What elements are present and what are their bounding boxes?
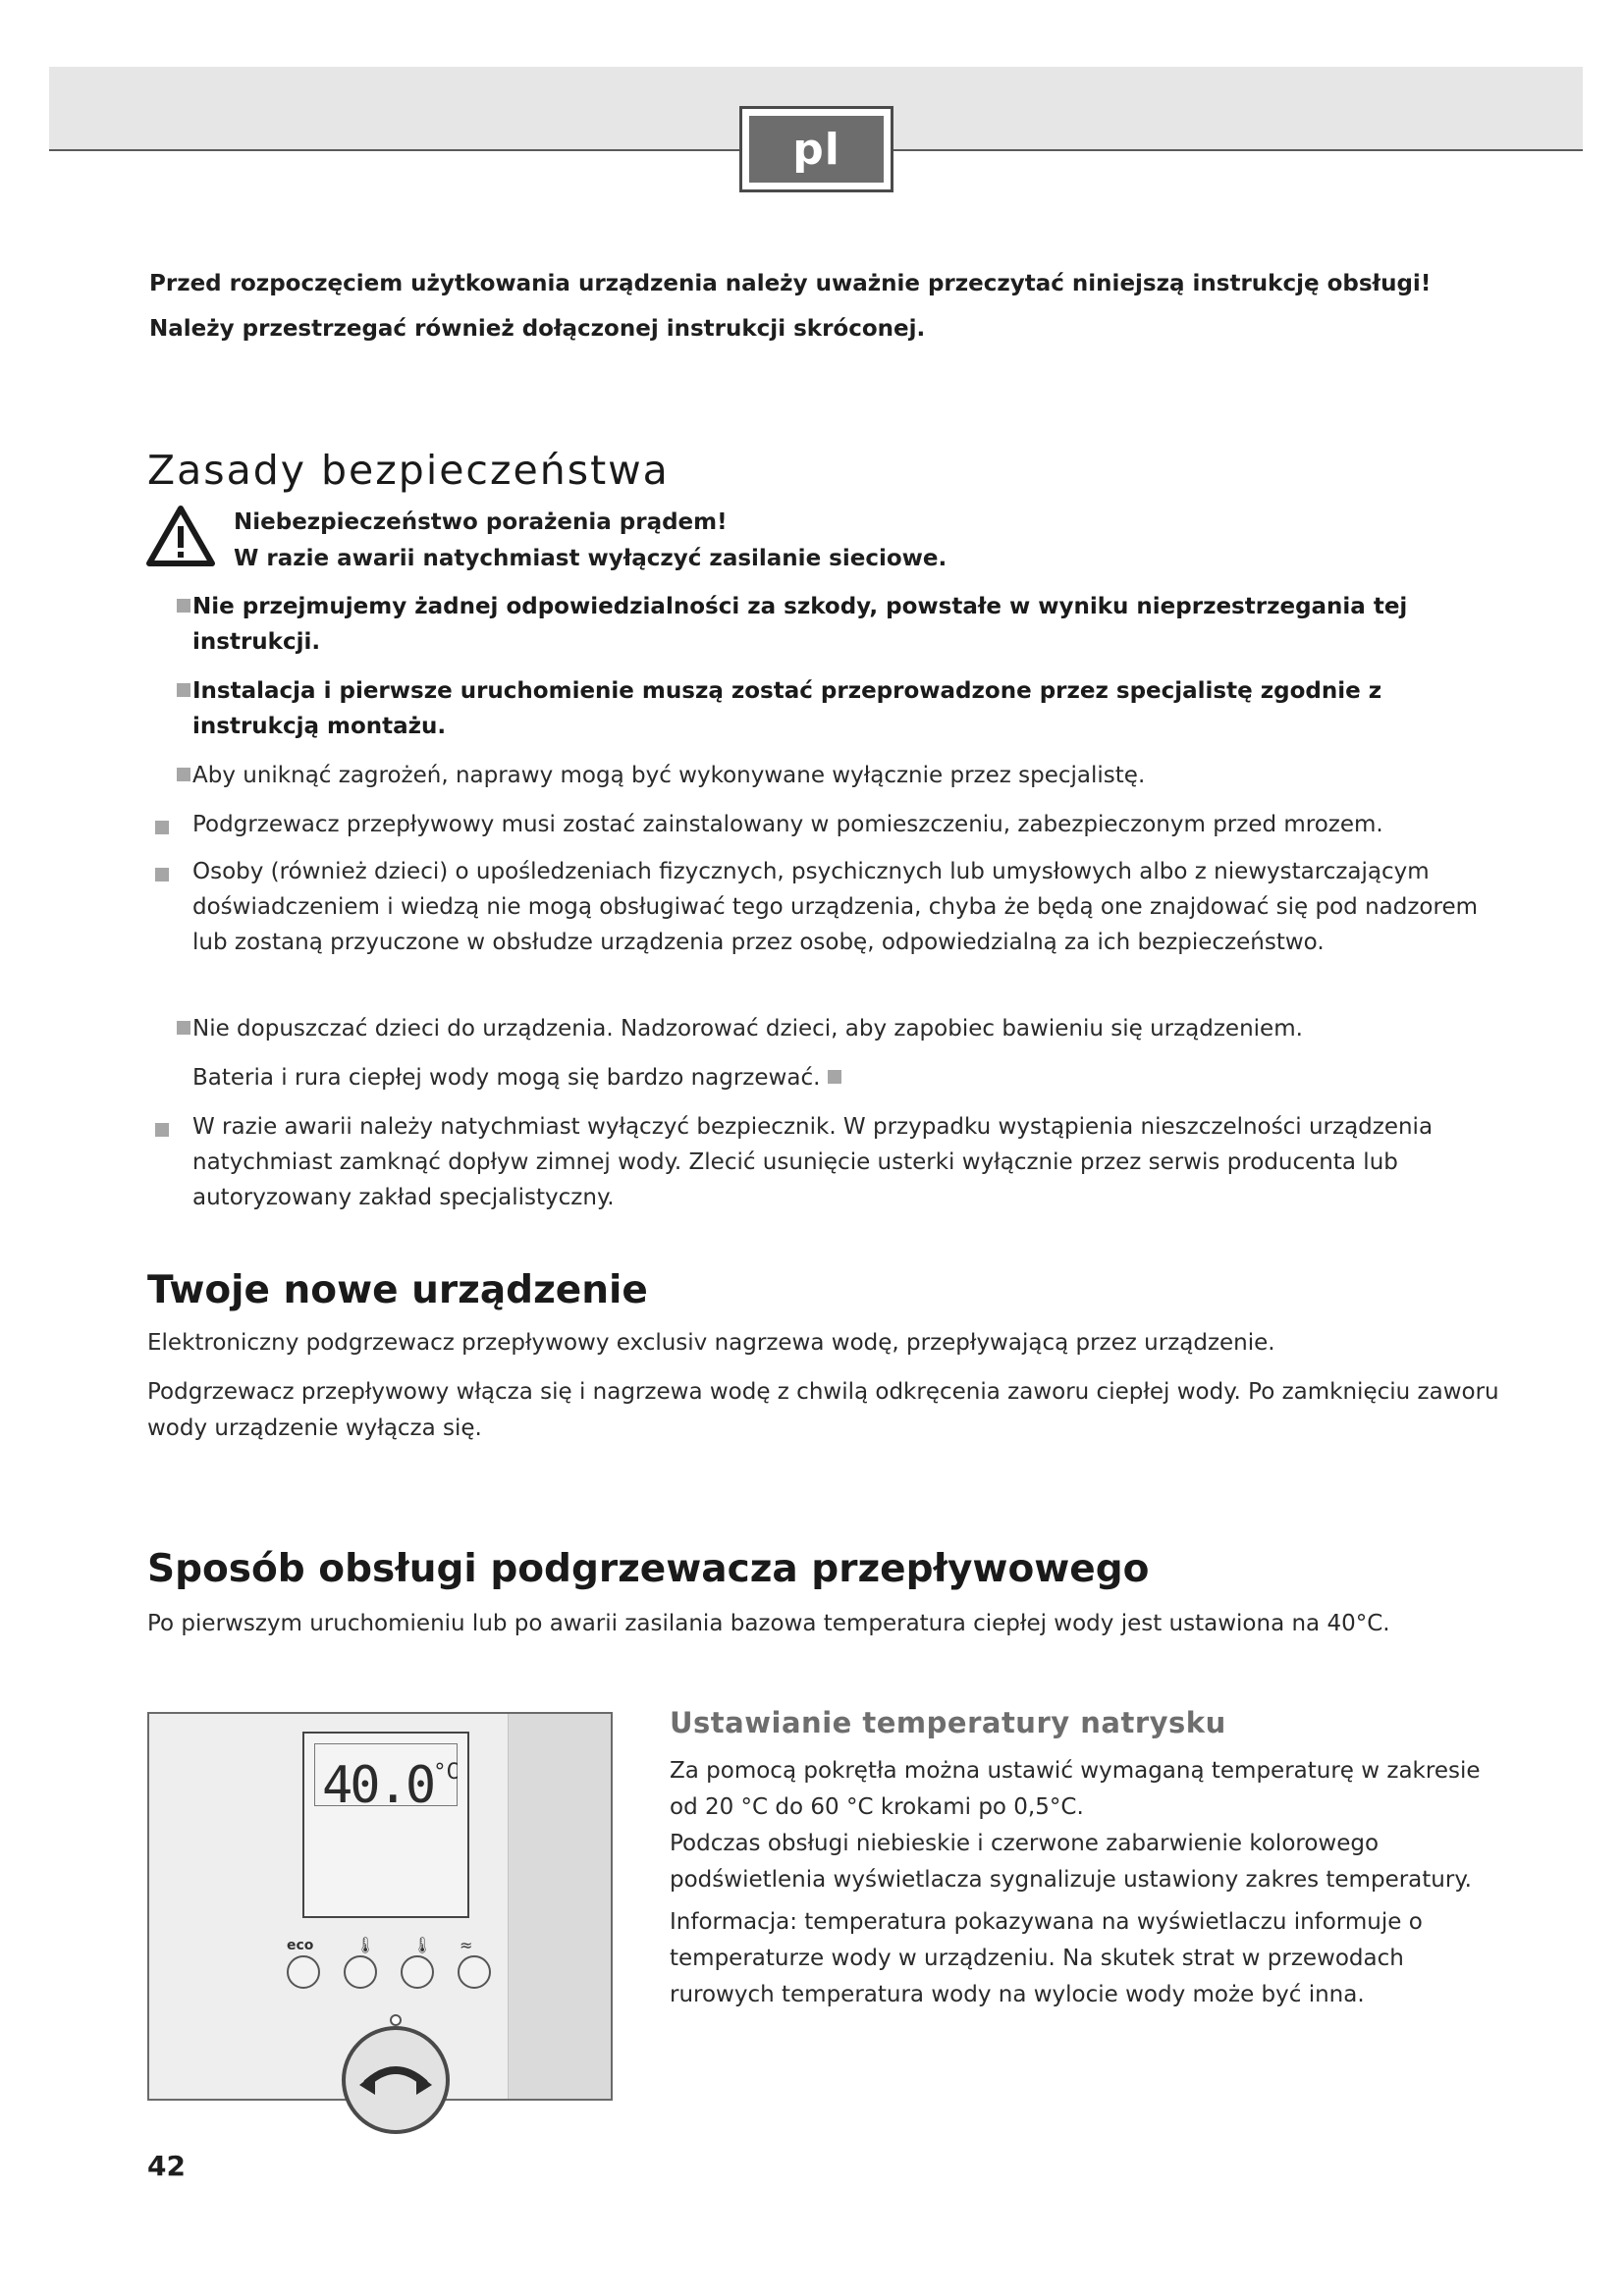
warning-triangle-icon	[145, 505, 216, 567]
safety-item-3	[192, 758, 1498, 793]
device-display	[302, 1732, 469, 1918]
knob-indicator-dot	[390, 2014, 402, 2026]
eco-button[interactable]	[287, 1955, 320, 1989]
shower-button[interactable]	[458, 1955, 491, 1989]
shower-temp-subheading: Ustawianie temperatury natrysku	[670, 1706, 1226, 1739]
new-device-heading: Twoje nowe urządzenie	[147, 1268, 648, 1312]
safety-item-text: Aby uniknąć zagrożeń, naprawy mogą być wykonywane wyłącznie przez specjalistę.	[192, 763, 1146, 788]
intro-line-2: Należy przestrzegać również dołączonej instrukcji skróconej.	[149, 316, 926, 342]
page-number: 42	[147, 2150, 186, 2182]
safety-heading: Zasady bezpieczeństwa	[147, 447, 670, 494]
memory-button-2[interactable]	[401, 1955, 434, 1989]
bullet-square-icon	[177, 599, 190, 613]
bullet-square-icon	[155, 821, 169, 834]
safety-item-8	[192, 1109, 1489, 1215]
bullet-square-icon	[177, 683, 190, 697]
bullet-square-icon	[177, 768, 190, 781]
display-value: 40.0	[322, 1756, 434, 1815]
language-tag: pl	[749, 116, 884, 183]
bullet-square-icon	[177, 1021, 190, 1035]
intro-line-1: Przed rozpoczęciem użytkowania urządzenia należy uważnie przeczytać niniejszą instrukcję obsługi!	[149, 271, 1432, 296]
new-device-para-1: Elektroniczny podgrzewacz przepływowy exclusiv nagrzewa wodę, przepływającą przez urządzenie.	[147, 1330, 1275, 1356]
language-tab	[739, 106, 893, 192]
device-panel-illustration	[147, 1712, 613, 2101]
warning-line-1: Niebezpieczeństwo porażenia prądem!	[234, 509, 728, 535]
safety-item-text: Nie dopuszczać dzieci do urządzenia. Nadzorować dzieci, aby zapobiec bawieniu się urządzeniem.	[192, 1016, 1303, 1041]
new-device-para-2: Podgrzewacz przepływowy włącza się i nagrzewa wodę z chwilą odkręcenia zaworu ciepłej wody. Po zamknięciu zaworu wody urządzenie wyłącza się.	[147, 1379, 1499, 1441]
shower-temp-text-1: Za pomocą pokrętła można ustawić wymaganą temperaturę w zakresie od 20 °C do 60 °C krokami po 0,5°C.	[670, 1758, 1481, 1820]
memory-button-1[interactable]	[344, 1955, 377, 1989]
operation-intro: Po pierwszym uruchomieniu lub po awarii zasilania bazowa temperatura ciepłej wody jest ustawiona na 40°C.	[147, 1611, 1390, 1636]
operation-heading: Sposób obsługi podgrzewacza przepływowego	[147, 1547, 1150, 1591]
safety-item-text: Podgrzewacz przepływowy musi zostać zainstalowany w pomieszczeniu, zabezpieczonym przed mrozem.	[192, 812, 1383, 837]
bullet-square-icon	[828, 1070, 841, 1084]
safety-item-4	[192, 807, 1498, 842]
safety-item-text: W razie awarii należy natychmiast wyłączyć bezpiecznik. W przypadku wystąpienia nieszczelności urządzenia natychmiast zamknąć dopływ zimnej wody. Zlecić usunięcie usterki wyłącznie przez serwis producenta lub autoryzowany zakład specjalistyczny.	[192, 1114, 1434, 1210]
temperature-knob[interactable]	[342, 2026, 450, 2134]
bullet-square-icon	[155, 868, 169, 881]
thermometer-icon: 🌡	[355, 1936, 376, 1954]
safety-item-text: Osoby (również dzieci) o upośledzeniach fizycznych, psychicznych lub umysłowych albo z niewystarczającym doświadczeniem i wiedzą nie mogą obsługiwać tego urządzenia, chyba że będą one znajdować się pod nadzorem lub zostaną przyuczone w obsłudze urządzenia przez osobę, odpowiedzialną za ich bezpieczeństwo.	[192, 859, 1479, 955]
intro	[149, 261, 1494, 351]
safety-item-6	[192, 1011, 1498, 1046]
warning-text	[234, 505, 947, 577]
safety-item-1	[192, 589, 1498, 660]
device-side-panel	[508, 1714, 611, 2099]
safety-item-2	[192, 673, 1498, 744]
shower-flow-icon: ≈	[460, 1936, 473, 1954]
shower-temp-text-3: Informacja: temperatura pokazywana na wyświetlaczu informuje o temperaturze wody w urządzeniu. Na skutek strat w przewodach rurowych temperatura wody na wylocie wody może być inna.	[670, 1909, 1423, 2007]
display-unit: °C	[433, 1760, 460, 1785]
safety-item-7	[192, 1060, 1498, 1095]
rotate-arrows-icon	[346, 2030, 446, 2130]
safety-item-5	[192, 854, 1489, 960]
bullet-square-icon	[155, 1123, 169, 1137]
safety-item-text: Bateria i rura ciepłej wody mogą się bardzo nagrzewać.	[192, 1065, 821, 1091]
safety-item-text: Instalacja i pierwsze uruchomienie muszą zostać przeprowadzone przez specjalistę zgodnie z instrukcją montażu.	[192, 678, 1382, 739]
display-readout	[322, 1747, 460, 1815]
thermometer-icon: 🌡	[412, 1936, 433, 1954]
warning-line-2: W razie awarii natychmiast wyłączyć zasilanie sieciowe.	[234, 546, 947, 571]
safety-item-text: Nie przejmujemy żadnej odpowiedzialności za szkody, powstałe w wyniku nieprzestrzegania tej instrukcji.	[192, 594, 1408, 655]
eco-label: eco	[287, 1938, 314, 1953]
shower-temp-text-2: Podczas obsługi niebieskie i czerwone zabarwienie kolorowego podświetlenia wyświetlacza sygnalizuje ustawiony zakres temperatury.	[670, 1831, 1472, 1893]
